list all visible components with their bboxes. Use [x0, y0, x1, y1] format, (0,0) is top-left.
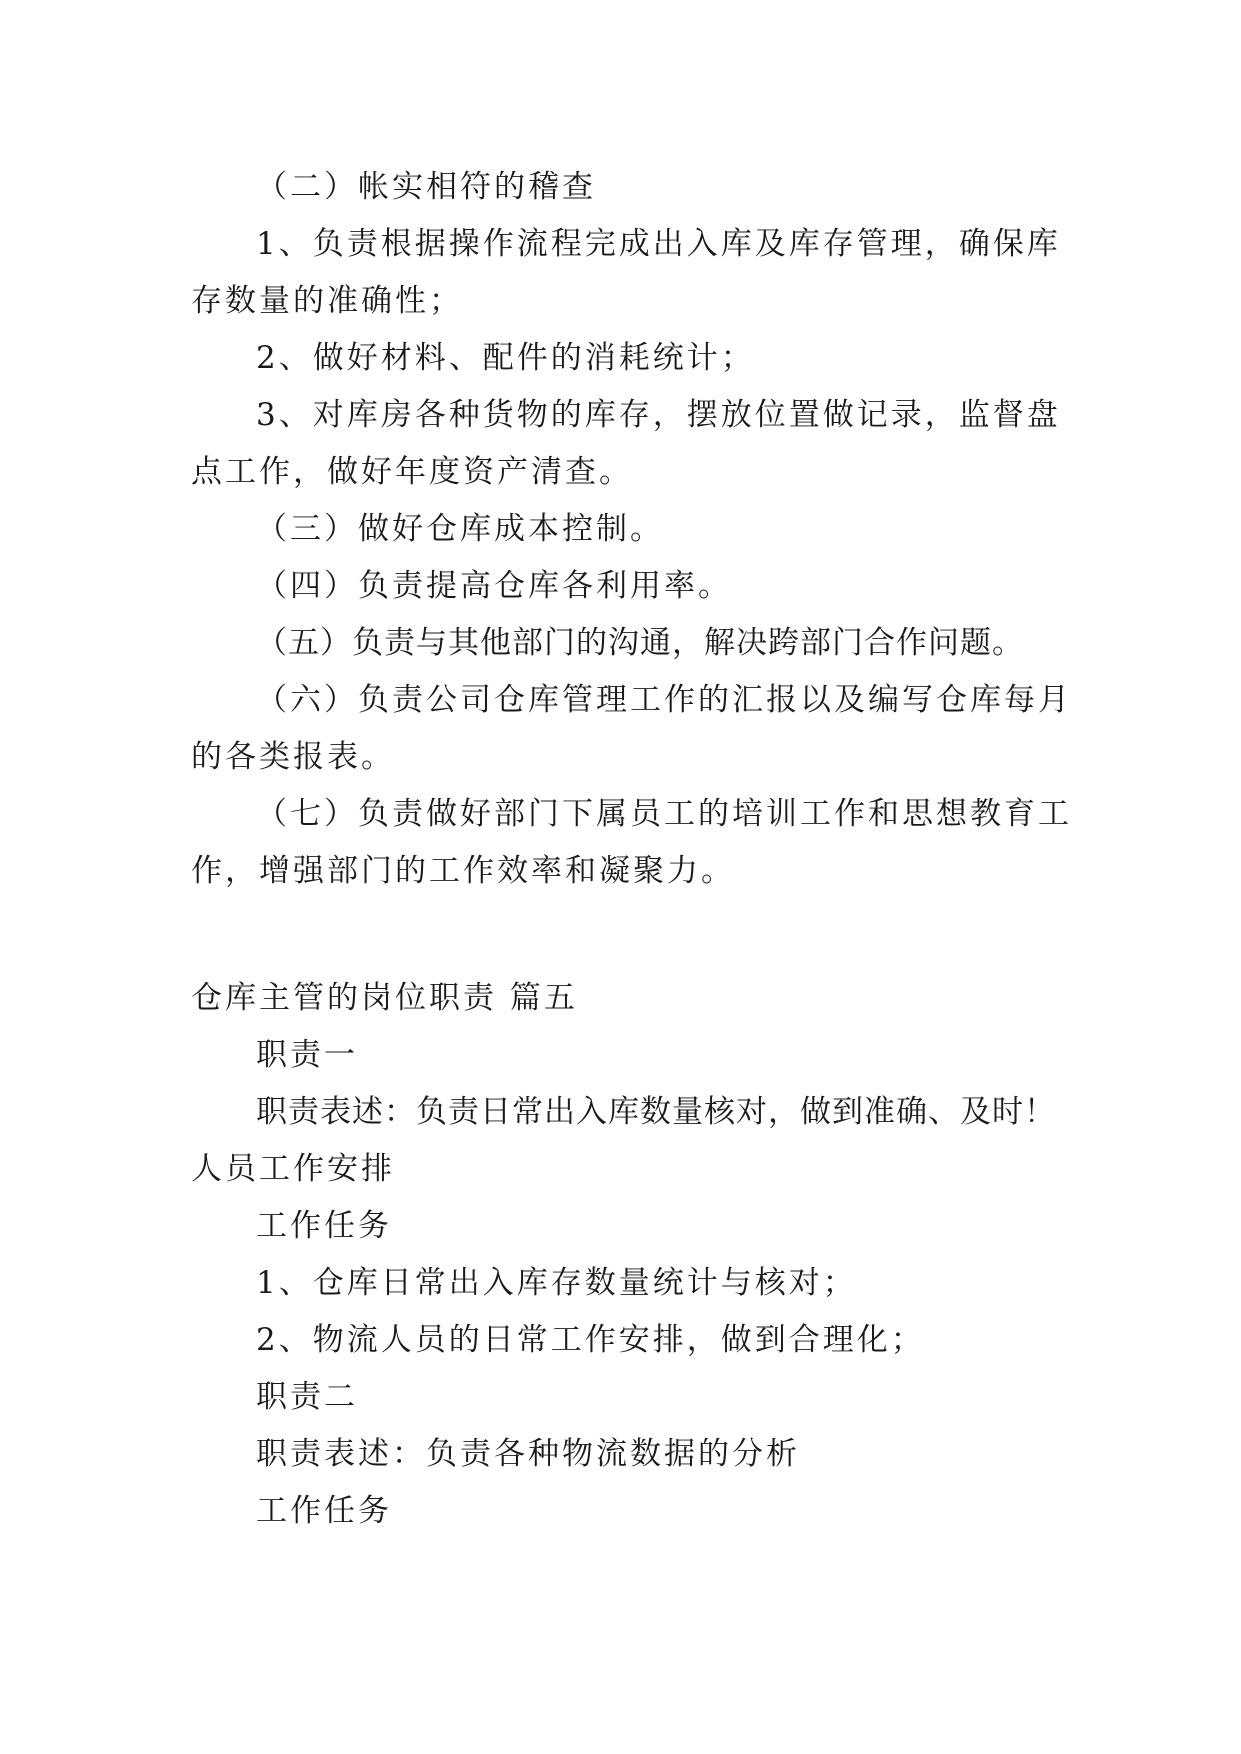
task-heading: 工作任务	[256, 1208, 392, 1244]
paragraph-line: 3、对库房各种货物的库存，摆放位置做记录，监督盘	[256, 397, 1061, 433]
section-heading-7: （七）负责做好部门下属员工的培训工作和思想教育工	[256, 796, 1072, 832]
paragraph-line: 人员工作安排	[191, 1151, 395, 1187]
task-item: 2、物流人员的日常工作安排，做到合理化；	[256, 1322, 925, 1358]
duty-description: 职责表述：负责各种物流数据的分析	[256, 1436, 800, 1472]
task-heading: 工作任务	[256, 1493, 392, 1529]
paragraph-line: 点工作，做好年度资产清查。	[191, 454, 633, 490]
paragraph-line: 1、负责根据操作流程完成出入库及库存管理，确保库	[256, 226, 1061, 262]
paragraph-line: 存数量的准确性；	[191, 283, 463, 319]
section-heading-6: （六）负责公司仓库管理工作的汇报以及编写仓库每月	[256, 682, 1072, 718]
task-item: 1、仓库日常出入库存数量统计与核对；	[256, 1265, 857, 1301]
article-title: 仓库主管的岗位职责 篇五	[191, 980, 578, 1016]
paragraph-line: 的各类报表。	[191, 739, 395, 775]
duty-description: 职责表述：负责日常出入库数量核对，做到准确、及时！	[256, 1094, 1056, 1130]
paragraph-line: 2、做好材料、配件的消耗统计；	[256, 340, 755, 376]
duty-heading-1: 职责一	[256, 1037, 358, 1073]
section-heading-5: （五）负责与其他部门的沟通，解决跨部门合作问题。	[256, 625, 1024, 661]
paragraph-line: 作，增强部门的工作效率和凝聚力。	[191, 853, 735, 889]
duty-heading-2: 职责二	[256, 1379, 358, 1415]
section-heading-4: （四）负责提高仓库各利用率。	[256, 568, 732, 604]
section-heading-3: （三）做好仓库成本控制。	[256, 511, 664, 547]
section-heading-2: （二）帐实相符的稽查	[256, 169, 596, 205]
